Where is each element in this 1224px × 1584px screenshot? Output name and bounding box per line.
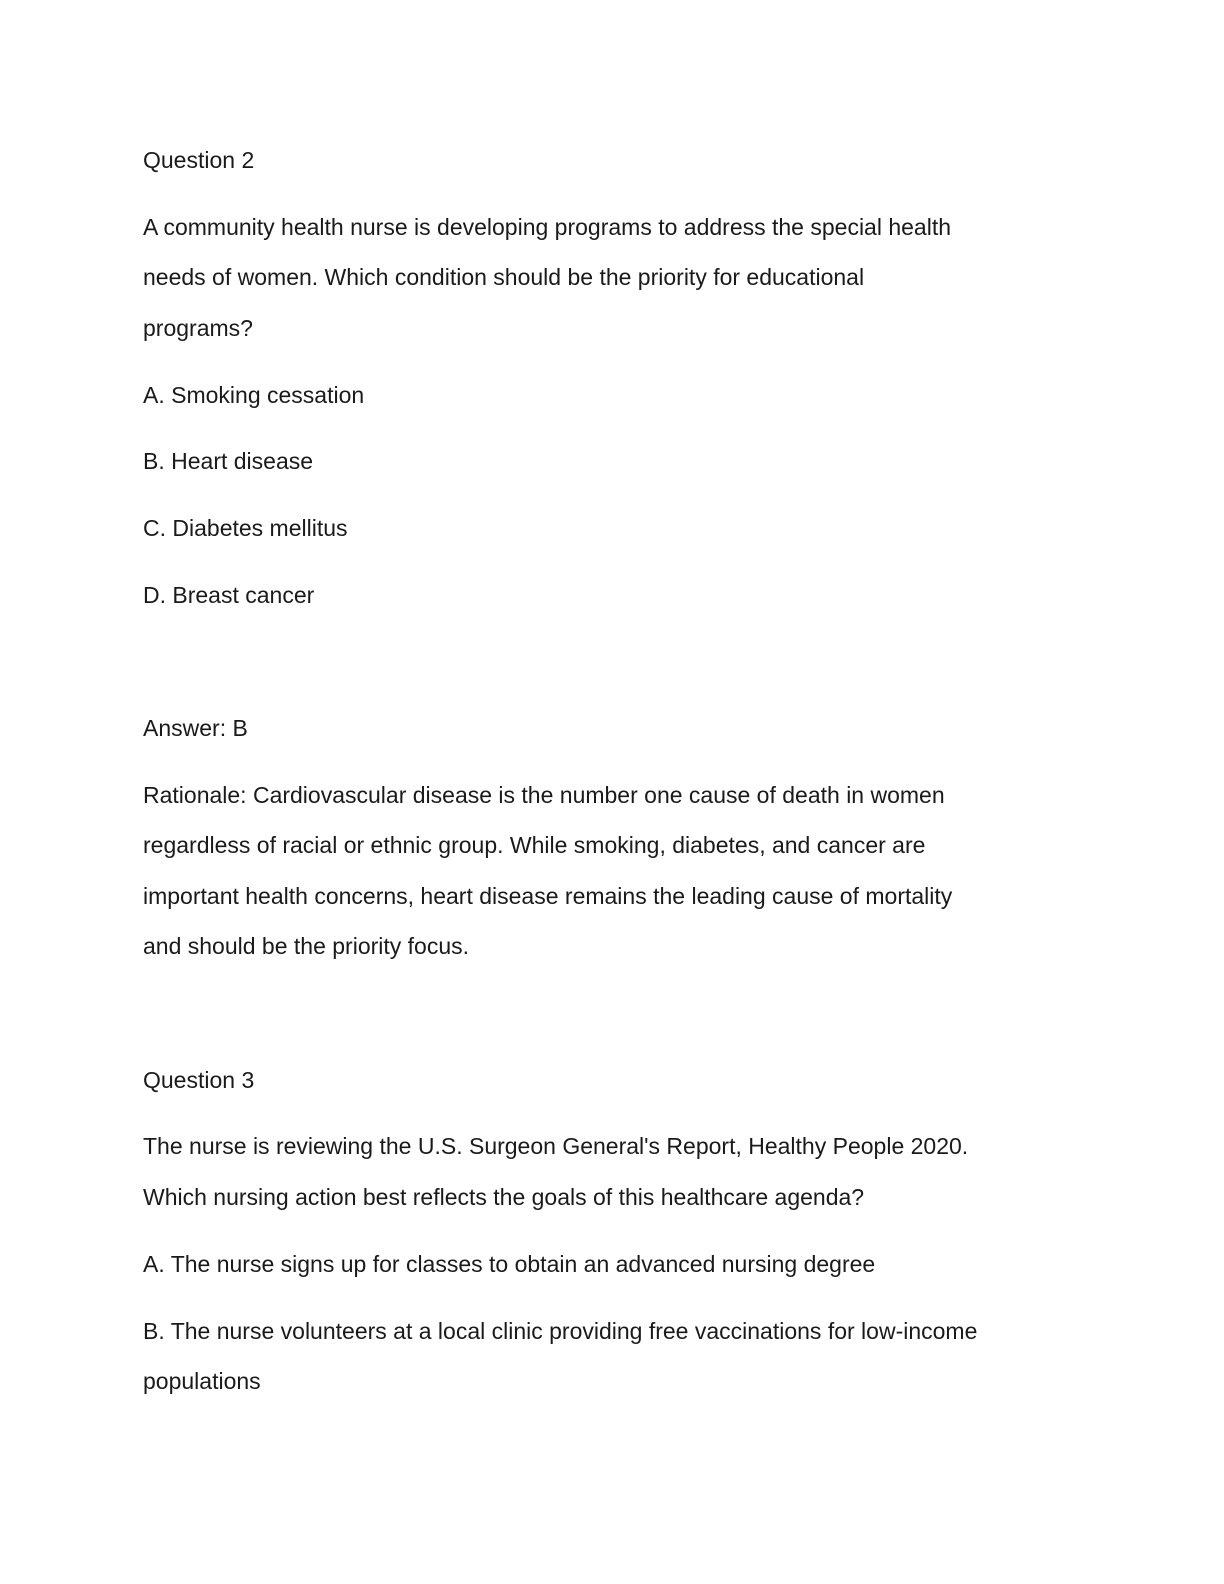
question-3-option-b: B. The nurse volunteers at a local clinic providing free vaccinations for low-income [143, 1318, 978, 1344]
question-2-stem-line: programs? [143, 315, 253, 341]
question-2-option-d: D. Breast cancer [143, 582, 315, 608]
question-2-option-a: A. Smoking cessation [143, 382, 365, 408]
question-3-stem-line: Which nursing action best reflects the goals of this healthcare agenda? [143, 1184, 865, 1210]
question-2-stem-line: needs of women. Which condition should be the priority for educational [143, 264, 865, 290]
question-2-answer: Answer: B [143, 715, 248, 741]
question-2-option-c: C. Diabetes mellitus [143, 515, 348, 541]
question-3-heading: Question 3 [143, 1067, 255, 1093]
question-2-rationale-line: regardless of racial or ethnic group. While smoking, diabetes, and cancer are [143, 832, 926, 858]
question-3-option-a: A. The nurse signs up for classes to obtain an advanced nursing degree [143, 1251, 876, 1277]
question-2-rationale-line: important health concerns, heart disease remains the leading cause of mortality [143, 883, 953, 909]
question-3-option-b-continued: populations [143, 1368, 261, 1394]
question-2-option-b: B. Heart disease [143, 448, 314, 474]
question-2-rationale-line: and should be the priority focus. [143, 933, 470, 959]
question-2-stem-line: A community health nurse is developing programs to address the special health [143, 214, 952, 240]
question-2-heading: Question 2 [143, 147, 255, 173]
question-2-rationale-line: Rationale: Cardiovascular disease is the number one cause of death in women [143, 782, 945, 808]
question-3-stem-line: The nurse is reviewing the U.S. Surgeon General's Report, Healthy People 2020. [143, 1133, 969, 1159]
